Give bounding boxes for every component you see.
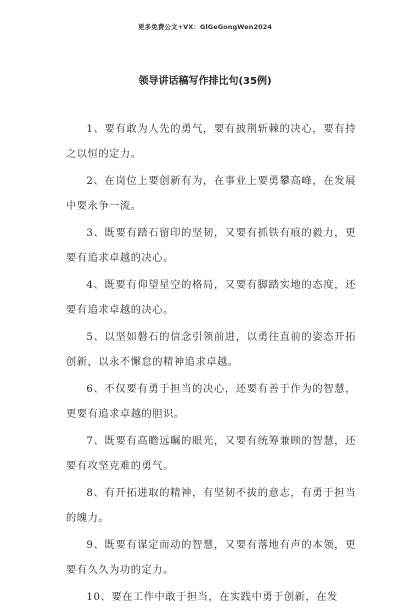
paragraph: 10、要在工作中敢于担当，在实践中勇于创新，在发 xyxy=(86,592,338,603)
paragraph: 2、在岗位上要创新有为，在事业上要勇攀高峰，在发展中要永争一流。 xyxy=(66,176,356,212)
paragraph: 6、不仅要有勇于担当的决心，还要有善于作为的智慧，更要有追求卓越的胆识。 xyxy=(66,384,356,420)
paragraph: 7、既要有高瞻远瞩的眼光，又要有统筹兼顾的智慧，还要有攻坚克难的勇气。 xyxy=(66,436,356,472)
paragraph: 3、既要有踏石留印的坚韧，又要有抓铁有痕的毅力，更要有追求卓越的决心。 xyxy=(66,228,356,264)
paragraph: 1、要有敢为人先的勇气，要有披荆斩棘的决心，要有持之以恒的定力。 xyxy=(66,124,356,160)
document-title: 领导讲话稿写作排比句(35例) xyxy=(138,76,272,87)
paragraph: 5、以坚如磐石的信念引领前进，以勇往直前的姿态开拓创新，以永不懈怠的精神追求卓越。 xyxy=(66,332,356,368)
document-body xyxy=(66,118,356,614)
paragraph: 8、有开拓进取的精神，有坚韧不拔的意志，有勇于担当的魄力。 xyxy=(66,488,356,524)
header-note: 更多免费公文+VX：GlGeGongWen2024 xyxy=(138,23,272,31)
paragraph: 4、既要有仰望星空的格局，又要有脚踏实地的态度，还要有追求卓越的决心。 xyxy=(66,280,356,316)
paragraph: 9、既要有谋定而动的智慧，又要有落地有声的本领，更要有久久为功的定力。 xyxy=(66,540,356,576)
